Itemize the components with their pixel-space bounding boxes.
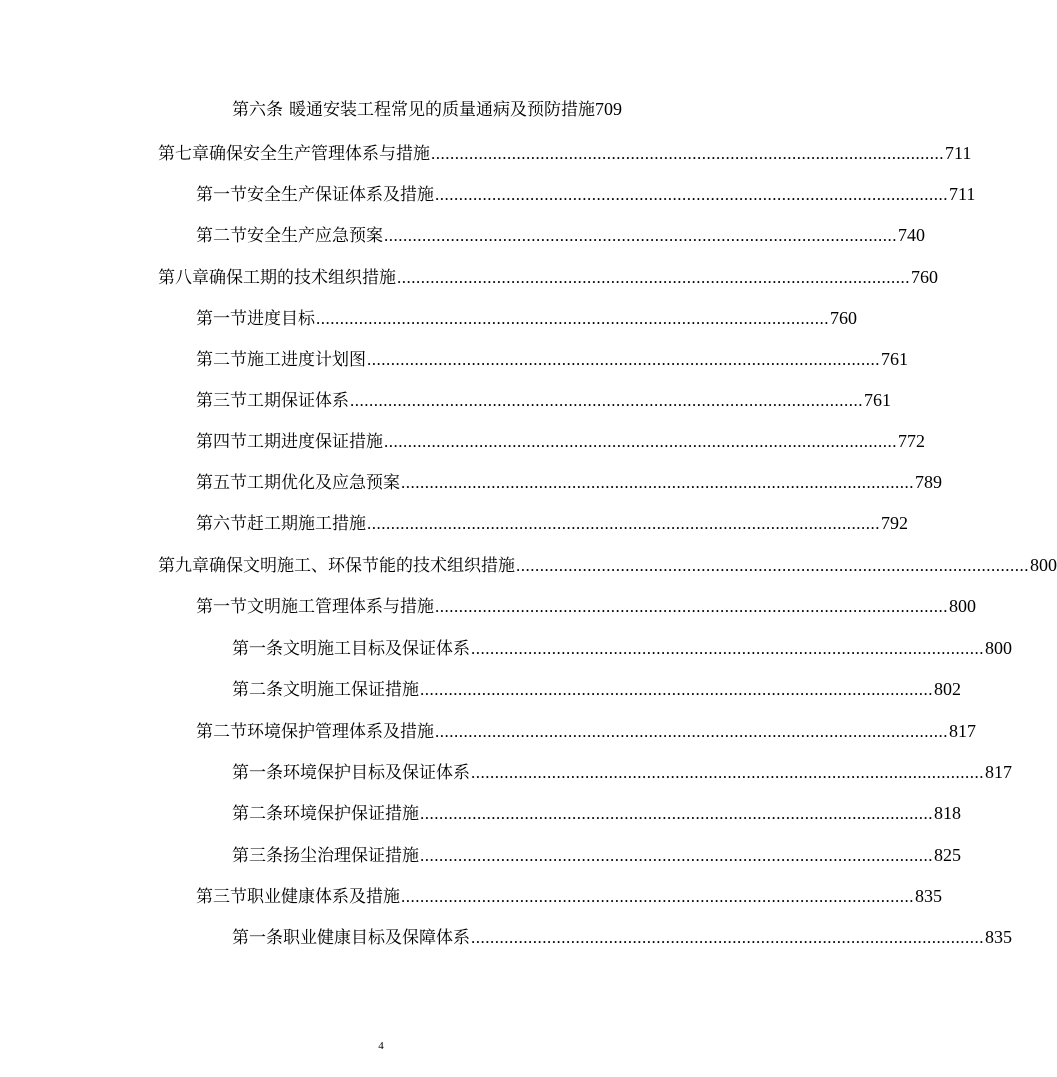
toc-label: 第一条 <box>232 639 283 659</box>
toc-label: 第三条 <box>232 846 283 866</box>
toc-title: 职业健康体系及措施 <box>247 887 400 907</box>
toc-title: 暖通安装工程常见的质量通病及预防措施 <box>289 100 595 120</box>
toc-label: 第二节 <box>196 722 247 742</box>
toc-title: 确保安全生产管理体系与措施 <box>209 144 430 164</box>
toc-label: 第五节 <box>196 473 247 493</box>
toc-page-number: 800 <box>985 638 1012 658</box>
toc-entry-section[interactable] <box>196 305 857 331</box>
toc-dot-leader: ............................................................................................................ <box>420 680 933 699</box>
toc-title: 文明施工管理体系与措施 <box>247 597 434 617</box>
toc-title: 工期优化及应急预案 <box>247 473 400 493</box>
toc-dot-leader: ............................................................................................................ <box>350 391 863 410</box>
toc-label: 第二条 <box>232 680 283 700</box>
toc-label: 第六节 <box>196 514 247 534</box>
toc-dot-leader: ............................................................................................................ <box>316 309 829 328</box>
toc-title: 环境保护管理体系及措施 <box>247 722 434 742</box>
toc-label: 第七章 <box>158 144 209 164</box>
toc-page-number: 761 <box>881 349 908 369</box>
toc-page-number: 792 <box>881 513 908 533</box>
toc-page-number: 835 <box>985 927 1012 947</box>
toc-entry-section[interactable] <box>196 387 891 413</box>
toc-page-number: 761 <box>864 390 891 410</box>
toc-page-number: 800 <box>1030 555 1057 575</box>
toc-entry-article[interactable] <box>232 842 961 868</box>
toc-title: 工期保证体系 <box>247 391 349 411</box>
toc-page-number: 709 <box>595 99 622 119</box>
toc-entry-section[interactable] <box>196 883 942 909</box>
toc-entry-section[interactable] <box>196 346 908 372</box>
toc-dot-leader: ............................................................................................................ <box>516 556 1029 575</box>
toc-page-number: 818 <box>934 803 961 823</box>
toc-page-number: 711 <box>949 184 976 204</box>
toc-dot-leader: ............................................................................................................ <box>401 473 914 492</box>
toc-dot-leader: ............................................................................................................ <box>471 928 984 947</box>
toc-title: 赶工期施工措施 <box>247 514 366 534</box>
toc-dot-leader: ............................................................................................................ <box>420 846 933 865</box>
toc-dot-leader: ............................................................................................................ <box>384 226 897 245</box>
toc-dot-leader: ............................................................................................................ <box>384 432 897 451</box>
toc-entry-section[interactable] <box>196 222 925 248</box>
toc-page-number: 711 <box>945 143 972 163</box>
toc-label: 第一节 <box>196 185 247 205</box>
toc-label: 第九章 <box>158 556 209 576</box>
toc-dot-leader: ............................................................................................................ <box>367 514 880 533</box>
toc-entry-chapter[interactable] <box>158 264 938 290</box>
toc-page-number: 817 <box>985 762 1012 782</box>
toc-entry-article[interactable] <box>232 800 961 826</box>
toc-title: 环境保护目标及保证体系 <box>283 763 470 783</box>
toc-title: 环境保护保证措施 <box>283 804 419 824</box>
toc-label: 第一条 <box>232 763 283 783</box>
toc-entry-section[interactable] <box>196 181 976 207</box>
toc-title: 安全生产应急预案 <box>247 226 383 246</box>
toc-title: 职业健康目标及保障体系 <box>283 928 470 948</box>
toc-dot-leader: ............................................................................................................ <box>471 763 984 782</box>
toc-entry-section[interactable] <box>196 718 976 744</box>
toc-entry-article[interactable] <box>232 635 1012 661</box>
toc-dot-leader: ............................................................................................................ <box>435 185 948 204</box>
toc-label: 第一节 <box>196 309 247 329</box>
toc-label: 第八章 <box>158 268 209 288</box>
toc-page-number: 760 <box>911 267 938 287</box>
toc-title: 文明施工保证措施 <box>283 680 419 700</box>
toc-entry-article[interactable] <box>232 676 961 702</box>
toc-page-number: 800 <box>949 596 976 616</box>
toc-entry-article[interactable] <box>232 759 1012 785</box>
toc-label: 第六条 <box>232 100 283 120</box>
toc-label: 第二节 <box>196 226 247 246</box>
toc-dot-leader: ............................................................................................................ <box>471 639 984 658</box>
toc-label: 第一条 <box>232 928 283 948</box>
toc-title: 安全生产保证体系及措施 <box>247 185 434 205</box>
toc-entry-section[interactable] <box>196 510 908 536</box>
toc-page-number: 802 <box>934 679 961 699</box>
toc-page-number: 740 <box>898 225 925 245</box>
toc-title: 文明施工目标及保证体系 <box>283 639 470 659</box>
toc-entry-section[interactable] <box>196 428 925 454</box>
toc-entry-chapter[interactable] <box>158 552 1057 578</box>
toc-title: 进度目标 <box>247 309 315 329</box>
toc-page-number: 817 <box>949 721 976 741</box>
toc-dot-leader: ............................................................................................................ <box>435 722 948 741</box>
toc-dot-leader: ............................................................................................................ <box>367 350 880 369</box>
toc-page-number: 825 <box>934 845 961 865</box>
toc-entry-section[interactable] <box>196 593 976 619</box>
toc-entry-article[interactable] <box>232 96 642 122</box>
toc-label: 第四节 <box>196 432 247 452</box>
toc-entry-chapter[interactable] <box>158 140 972 166</box>
toc-title: 确保文明施工、环保节能的技术组织措施 <box>209 556 515 576</box>
toc-dot-leader: ............................................................................................................ <box>431 144 944 163</box>
toc-label: 第二节 <box>196 350 247 370</box>
toc-dot-leader: ............................................................................................................ <box>397 268 910 287</box>
toc-label: 第二条 <box>232 804 283 824</box>
toc-dot-leader: ............................................................................................................ <box>435 597 948 616</box>
toc-entry-article[interactable] <box>232 924 1012 950</box>
toc-dot-leader: ............................................................................................................ <box>420 804 933 823</box>
toc-title: 工期进度保证措施 <box>247 432 383 452</box>
toc-page-number: 760 <box>830 308 857 328</box>
toc-page-number: 772 <box>898 431 925 451</box>
toc-label: 第三节 <box>196 887 247 907</box>
toc-label: 第一节 <box>196 597 247 617</box>
toc-title: 确保工期的技术组织措施 <box>209 268 396 288</box>
toc-page-number: 835 <box>915 886 942 906</box>
toc-page-number: 789 <box>915 472 942 492</box>
page-number: 4 <box>378 1040 384 1052</box>
toc-entry-section[interactable] <box>196 469 942 495</box>
toc-title: 扬尘治理保证措施 <box>283 846 419 866</box>
toc-dot-leader: ............................................................................................................ <box>401 887 914 906</box>
toc-title: 施工进度计划图 <box>247 350 366 370</box>
toc-label: 第三节 <box>196 391 247 411</box>
